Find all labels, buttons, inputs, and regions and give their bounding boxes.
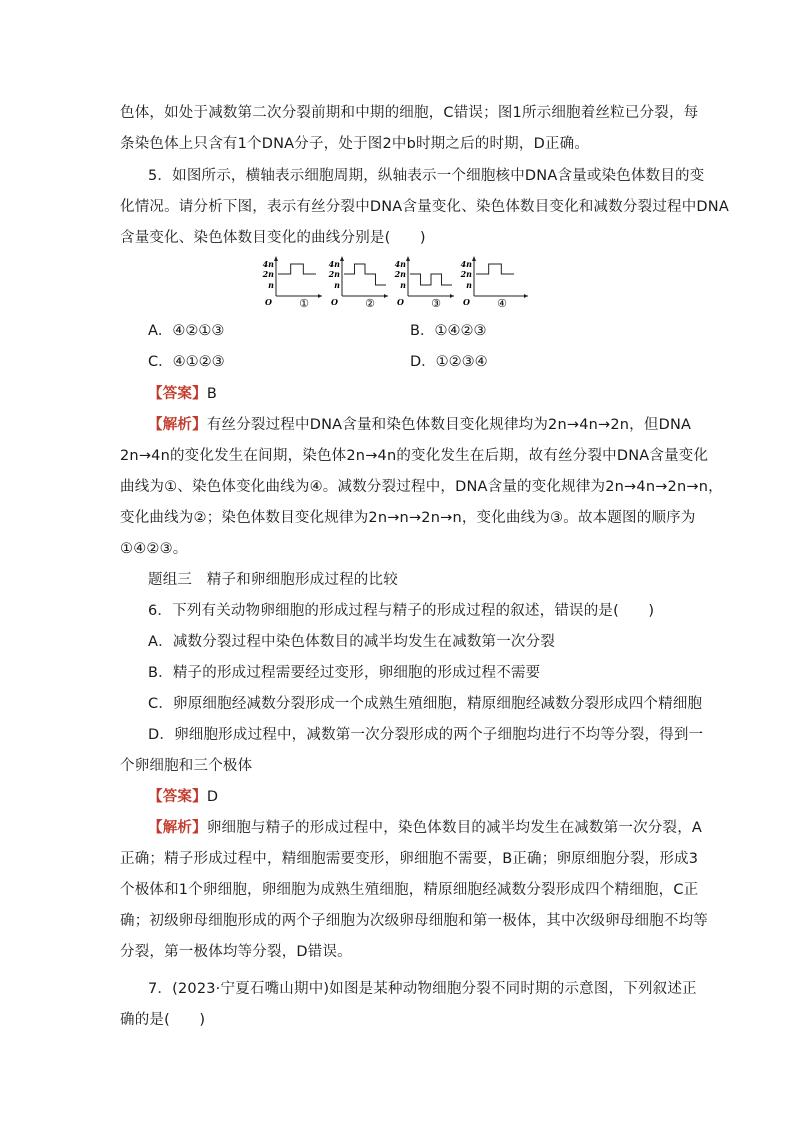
x-axis-arrow xyxy=(318,294,322,298)
explanation-text: 分裂，第一极体均等分裂，D错误。 xyxy=(120,944,352,960)
question-5-option-a: A．④②①③ xyxy=(148,323,225,339)
answer-6 xyxy=(148,787,218,807)
panel-label: ④ xyxy=(497,297,507,310)
graph-panel xyxy=(460,256,528,310)
question-6-option-d: D．卵细胞形成过程中，减数第一次分裂形成的两个子细胞均进行不均等分裂，得到一 xyxy=(148,727,704,743)
question-6-option-c: C．卵原细胞经减数分裂形成一个成熟生殖细胞，精原细胞经减数分裂形成四个精细胞 xyxy=(148,696,703,712)
y-axis-arrow xyxy=(472,256,476,261)
y-axis-arrow xyxy=(274,256,278,261)
y-tick-label: n xyxy=(334,280,340,290)
x-axis-arrow xyxy=(450,294,454,298)
answer-5 xyxy=(148,384,217,404)
y-tick-label: 4n xyxy=(394,259,406,269)
panel-label: ① xyxy=(299,297,309,310)
explanation-text: 变化曲线为②；染色体数目变化规律为2n→n→2n→n，变化曲线为③。故本题图的顺序为 xyxy=(120,510,696,526)
question-6-option-b: B．精子的形成过程需要经过变形，卵细胞的形成过程不需要 xyxy=(148,665,541,681)
explanation-text: 曲线为①、染色体变化曲线为④。减数分裂过程中，DNA含量的变化规律为2n→4n→2n→n， xyxy=(120,479,723,495)
explanation-label: 【解析】 xyxy=(148,820,207,836)
cell-cycle-figure xyxy=(260,256,532,314)
graph-panel xyxy=(262,256,322,310)
question-6-stem: 6．下列有关动物卵细胞的形成过程与精子的形成过程的叙述，错误的是( ) xyxy=(148,603,655,619)
y-tick-label: n xyxy=(466,280,472,290)
y-tick-label: n xyxy=(268,280,274,290)
y-tick-label: 4n xyxy=(328,259,340,269)
answer-label: 【答案】 xyxy=(148,789,207,805)
question-7-stem: 确的是( ) xyxy=(120,1012,206,1028)
answer-value: B xyxy=(206,386,217,402)
curve-line xyxy=(410,274,452,285)
y-tick-label: 4n xyxy=(460,259,472,269)
answer-value: D xyxy=(206,789,219,805)
question-5-stem: 5．如图所示，横轴表示细胞周期，纵轴表示一个细胞核中DNA含量或染色体数目的变 xyxy=(148,168,705,184)
curve-line xyxy=(278,264,316,274)
y-axis-arrow xyxy=(340,256,344,261)
graph-panel xyxy=(394,256,454,310)
question-6-option-d-cont: 个卵细胞和三个极体 xyxy=(120,758,253,774)
explanation-text: 个极体和1个卵细胞，卵细胞为成熟生殖细胞，精原细胞经减数分裂形成四个精细胞，C正 xyxy=(120,882,699,898)
text-line: 条染色体上只含有1个DNA分子，处于图2中b时期之后的时期，D正确。 xyxy=(120,136,590,152)
origin-label: O xyxy=(265,297,272,307)
question-5-stem: 含量变化、染色体数目变化的曲线分别是( ) xyxy=(120,230,426,246)
answer-label: 【答案】 xyxy=(148,386,207,402)
x-axis-arrow xyxy=(524,294,528,298)
question-5-stem: 化情况。请分析下图，表示有丝分裂中DNA含量变化、染色体数目变化和减数分裂过程中DNA xyxy=(120,199,729,215)
panel-label: ② xyxy=(365,297,375,310)
explanation-text: 确；初级卵母细胞形成的两个子细胞为次级卵母细胞和第一极体，其中次级卵母细胞不均等 xyxy=(120,913,708,929)
explanation-text: 卵细胞与精子的形成过程中，染色体数目的减半均发生在减数第一次分裂，A xyxy=(206,820,703,836)
y-tick-label: 2n xyxy=(460,269,472,279)
explanation-label: 【解析】 xyxy=(148,417,207,433)
origin-label: O xyxy=(331,297,338,307)
question-6-option-a: A．减数分裂过程中染色体数目的减半均发生在减数第一次分裂 xyxy=(148,634,556,650)
question-5-option-b: B．①④②③ xyxy=(410,323,487,339)
explanation-text: 正确；精子形成过程中，精细胞需要变形，卵细胞不需要，B正确；卵原细胞分裂，形成3 xyxy=(120,851,699,867)
question-5-option-c: C．④①②③ xyxy=(148,354,225,370)
y-tick-label: 2n xyxy=(328,269,340,279)
section-heading: 题组三 精子和卵细胞形成过程的比较 xyxy=(148,572,398,588)
question-7-stem: 7．(2023·宁夏石嘴山期中)如图是某种动物细胞分裂不同时期的示意图，下列叙述正 xyxy=(148,981,697,997)
explanation-5 xyxy=(148,415,691,435)
panel-label: ③ xyxy=(431,297,441,310)
y-tick-label: 4n xyxy=(262,259,274,269)
explanation-6 xyxy=(148,818,702,838)
explanation-text: 有丝分裂过程中DNA含量和染色体数目变化规律均为2n→4n→2n，但DNA xyxy=(206,417,692,433)
y-tick-label: 2n xyxy=(262,269,274,279)
y-axis-arrow xyxy=(406,256,410,261)
explanation-text: ①④②③。 xyxy=(120,541,188,557)
x-axis-arrow xyxy=(384,294,388,298)
y-tick-label: 2n xyxy=(394,269,406,279)
text-line: 色体，如处于减数第二次分裂前期和中期的细胞，C错误；图1所示细胞着丝粒已分裂，每 xyxy=(120,105,699,121)
curve-line xyxy=(344,264,386,285)
graph-panel xyxy=(328,256,388,310)
origin-label: O xyxy=(397,297,404,307)
origin-label: O xyxy=(463,297,470,307)
curve-line xyxy=(476,264,514,274)
explanation-text: 2n→4n的变化发生在间期，染色体2n→4n的变化发生在后期，故有丝分裂中DNA含量变化 xyxy=(120,448,709,464)
question-5-option-d: D．①②③④ xyxy=(410,354,488,370)
y-tick-label: n xyxy=(400,280,406,290)
